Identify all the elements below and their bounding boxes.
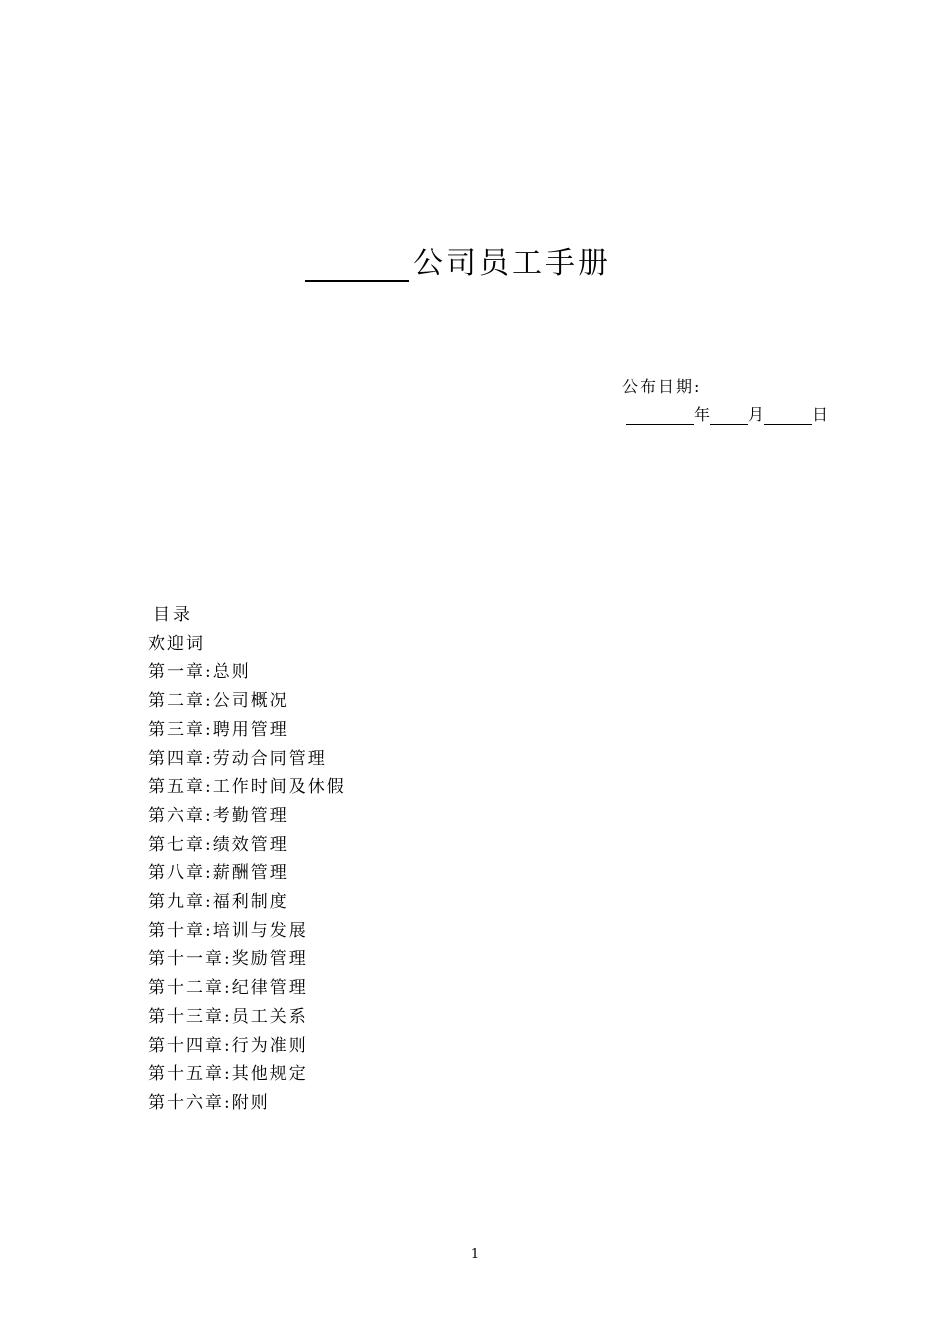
- month-unit: 月: [748, 405, 765, 424]
- toc-item-chapter-6: 第六章:考勤管理: [148, 805, 289, 826]
- day-unit: 日: [812, 405, 829, 424]
- document-title: [305, 238, 611, 282]
- toc-item-chapter-10: 第十章:培训与发展: [148, 920, 308, 941]
- toc-item-chapter-7: 第七章:绩效管理: [148, 834, 289, 855]
- day-blank: [764, 406, 812, 425]
- year-unit: 年: [694, 405, 711, 424]
- toc-item-welcome: 欢迎词: [148, 633, 205, 654]
- title-text: 公司员工手册: [413, 246, 611, 281]
- page-number: 1: [470, 1247, 480, 1262]
- toc-item-chapter-4: 第四章:劳动合同管理: [148, 748, 327, 769]
- toc-heading: 目录: [153, 605, 193, 625]
- toc-item-chapter-9: 第九章:福利制度: [148, 892, 289, 913]
- company-name-blank: [305, 244, 409, 282]
- toc-item-chapter-15: 第十五章:其他规定: [148, 1064, 308, 1085]
- toc-item-chapter-1: 第一章:总则: [148, 662, 251, 683]
- publish-date-line: [626, 402, 828, 425]
- table-of-contents: [148, 601, 346, 1118]
- toc-item-chapter-16: 第十六章:附则: [148, 1092, 270, 1113]
- month-blank: [710, 406, 748, 425]
- toc-item-chapter-11: 第十一章:奖励管理: [148, 949, 308, 970]
- toc-list: [148, 630, 346, 1118]
- toc-item-chapter-14: 第十四章:行为准则: [148, 1035, 308, 1056]
- year-blank: [626, 406, 694, 425]
- toc-item-chapter-3: 第三章:聘用管理: [148, 719, 289, 740]
- toc-item-chapter-2: 第二章:公司概况: [148, 691, 289, 712]
- toc-item-chapter-8: 第八章:薪酬管理: [148, 863, 289, 884]
- toc-item-chapter-5: 第五章:工作时间及休假: [148, 777, 346, 798]
- publish-date-label: 公布日期:: [622, 377, 702, 396]
- toc-item-chapter-12: 第十二章:纪律管理: [148, 978, 308, 999]
- toc-item-chapter-13: 第十三章:员工关系: [148, 1006, 308, 1027]
